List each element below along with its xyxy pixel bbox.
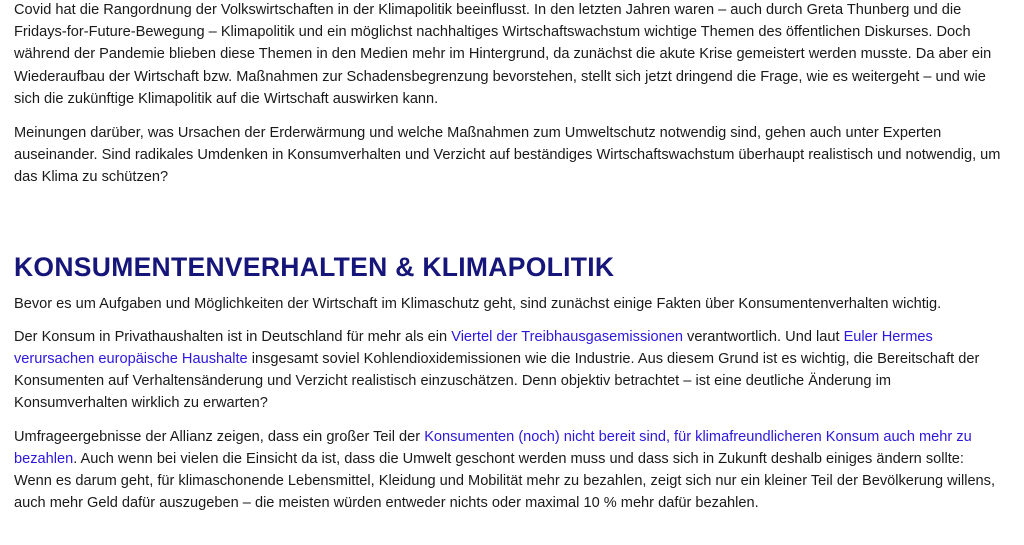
section-paragraph-2: [14, 326, 1004, 415]
section-paragraph-3: [14, 426, 1004, 515]
paragraph-text: verantwortlich. Und laut: [682, 328, 844, 345]
paragraph-text: . Auch wenn bei vielen die Einsicht da ist, dass die Umwelt geschont werden muss und dass sich in Zukunft deshalb einiges ändern sollte: Wenn es darum geht, für klimaschonende Lebensmittel, Kleidung und Mobilität mehr zu bezahlen, zeigt sich nur ein kleiner Teil der Bevölkerung willens, auch mehr Geld dafür auszugeben – die meisten würden entweder nichts oder maximal 10 % mehr dafür bezahlen.: [14, 450, 996, 512]
paragraph-text: Der Konsum in Privathaushalten ist in Deutschland für mehr als ein: [14, 328, 452, 345]
link-treibhausgasemissionen[interactable]: Viertel der Treibhausgasemissionen: [451, 328, 683, 345]
link-konsumenten-nicht-bereit[interactable]: Konsumenten (noch) nicht bereit sind, für klimafreundlicheren Konsum auch mehr zu bezahlen: [14, 428, 972, 467]
section-paragraph-1: Bevor es um Aufgaben und Möglichkeiten der Wirtschaft im Klimaschutz geht, sind zunächst einige Fakten über Konsumentenverhalten wichtig.: [14, 295, 942, 312]
link-euler-hermes[interactable]: Euler Hermes verursachen europäische Haushalte: [14, 328, 933, 368]
article-content: [14, 0, 1004, 514]
section-heading: KONSUMENTENVERHALTEN & KLIMAPOLITIK: [14, 251, 615, 282]
paragraph-text: Umfrageergebnisse der Allianz zeigen, dass ein großer Teil der: [14, 428, 425, 445]
intro-paragraph-1: Covid hat die Rangordnung der Volkswirtschaften in der Klimapolitik beeinflusst. In den letzten Jahren waren – auch durch Greta Thunberg und die Fridays-for-Future-Bewegung – Klimapolitik und ein möglichst nachhaltiges Wirtschaftswachstum wichtige Themen des öffentlichen Diskurses. Doch während der Pandemie blieben diese Themen in den Medien mehr im Hintergrund, da zunächst die akute Krise gemeistert werden musste. Da aber ein Wiederaufbau der Wirtschaft bzw. Maßnahmen zur Schadensbegrenzung bevorstehen, stellt sich jetzt dringend die Frage, wie es weitergeht – und wie sich die zukünftige Klimapolitik auf die Wirtschaft auswirken kann.: [14, 2, 992, 107]
intro-paragraph-2: Meinungen darüber, was Ursachen der Erderwärmung und welche Maßnahmen zum Umweltschutz notwendig sind, gehen auch unter Experten auseinander. Sind radikales Umdenken in Konsumverhalten und Verzicht auf beständiges Wirtschaftswachstum überhaupt realistisch und notwendig, um das Klima zu schützen?: [14, 125, 1001, 186]
paragraph-text: insgesamt soviel Kohlendioxidemissionen wie die Industrie. Aus diesem Grund ist es wichtig, die Bereitschaft der Konsumenten auf Verhaltensänderung und Verzicht realistisch einzuschätzen. Denn objektiv betrachtet – ist eine deutliche Änderung im Konsumverhalten wirklich zu erwarten?: [14, 351, 980, 412]
